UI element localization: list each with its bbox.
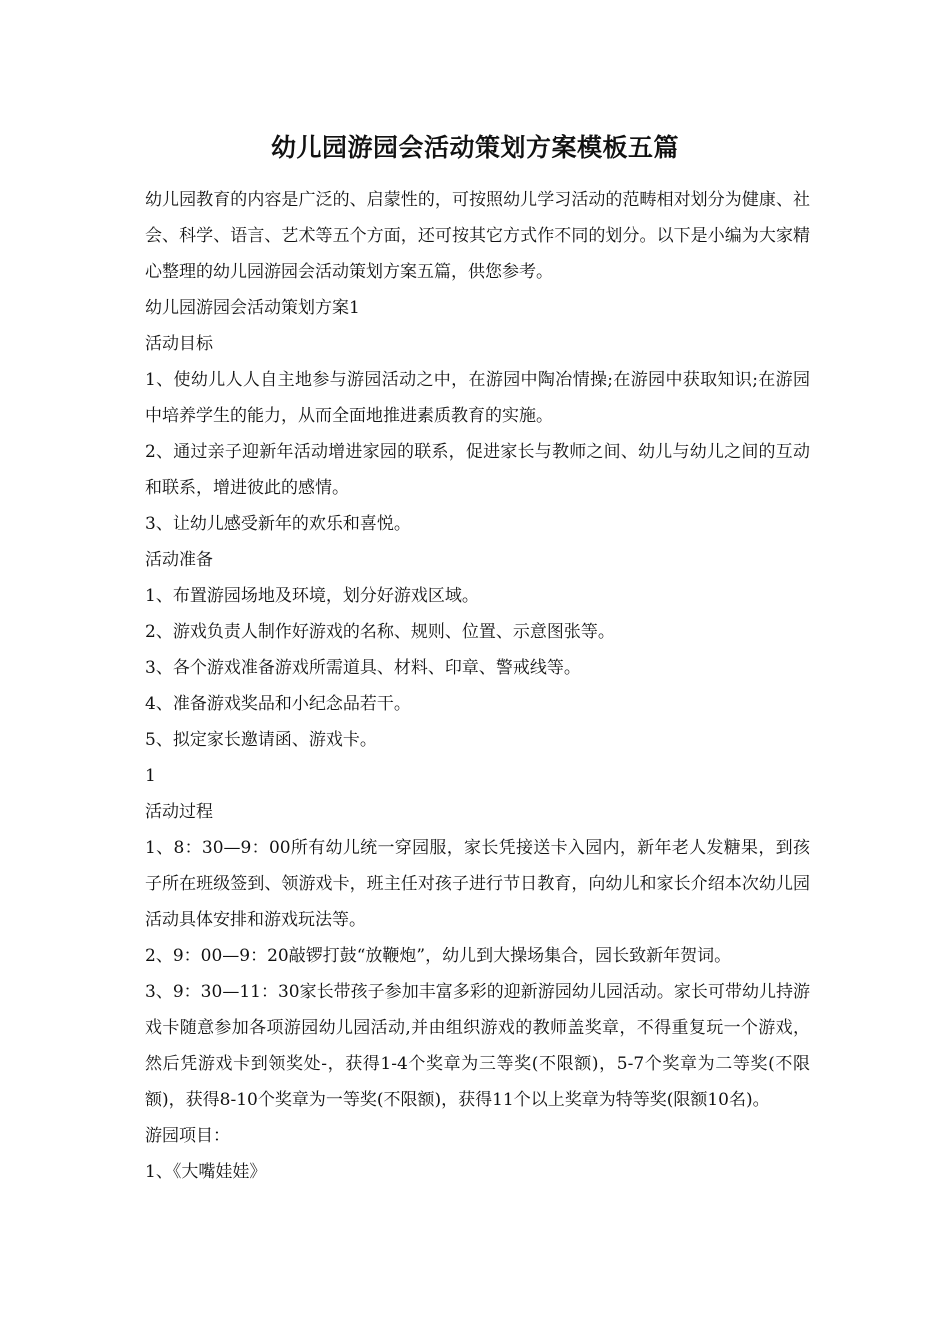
project-item-1: 1、《大嘴娃娃》 (145, 1162, 267, 1182)
goal-item-3: 3、让幼儿感受新年的欢乐和喜悦。 (145, 514, 411, 534)
prep-item-4: 4、准备游戏奖品和小纪念品若干。 (145, 694, 411, 714)
prep-item-2: 2、游戏负责人制作好游戏的名称、规则、位置、示意图张等。 (145, 622, 615, 642)
subheading-projects: 游园项目： (145, 1126, 230, 1146)
process-item-2: 2、9：00—9：20敲锣打鼓“放鞭炮”，幼儿到大操场集合，园长致新年贺词。 (145, 946, 732, 966)
goal-item-2: 2、通过亲子迎新年活动增进家园的联系，促进家长与教师之间、幼儿与幼儿之间的互动和联系，增进彼此的感情。 (145, 442, 810, 498)
section-heading-plan-1: 幼儿园游园会活动策划方案1 (145, 298, 360, 318)
process-item-3: 3、9：30—11：30家长带孩子参加丰富多彩的迎新游园幼儿园活动。家长可带幼儿持游戏卡随意参加各项游园幼儿园活动,并由组织游戏的教师盖奖章，不得重复玩一个游戏，然后凭游戏卡到领奖处-，获得1-4个奖章为三等奖(不限额)，5-7个奖章为二等奖(不限额)，获得8-10个奖章为一等奖(不限额)，获得11个以上奖章为特等奖(限额10名)。 (145, 982, 810, 1110)
process-item-1: 1、8：30—9：00所有幼儿统一穿园服，家长凭接送卡入园内，新年老人发糖果，到孩子所在班级签到、领游戏卡，班主任对孩子进行节日教育，向幼儿和家长介绍本次幼儿园活动具体安排和游戏玩法等。 (145, 838, 810, 930)
document-body (145, 182, 810, 1190)
subheading-process: 活动过程 (145, 802, 213, 822)
document-title: 幼儿园游园会活动策划方案模板五篇 (270, 133, 679, 162)
page-number: 1 (145, 766, 156, 786)
prep-item-1: 1、布置游园场地及环境，划分好游戏区域。 (145, 586, 479, 606)
subheading-preparation: 活动准备 (145, 550, 213, 570)
prep-item-3: 3、各个游戏准备游戏所需道具、材料、印章、警戒线等。 (145, 658, 581, 678)
goal-item-1: 1、使幼儿人人自主地参与游园活动之中，在游园中陶冶情操;在游园中获取知识;在游园中培养学生的能力，从而全面地推进素质教育的实施。 (145, 370, 810, 426)
intro-paragraph: 幼儿园教育的内容是广泛的、启蒙性的，可按照幼儿学习活动的范畴相对划分为健康、社会、科学、语言、艺术等五个方面，还可按其它方式作不同的划分。以下是小编为大家精心整理的幼儿园游园会活动策划方案五篇，供您参考。 (145, 190, 810, 282)
subheading-goals: 活动目标 (145, 334, 213, 354)
prep-item-5: 5、拟定家长邀请函、游戏卡。 (145, 730, 377, 750)
